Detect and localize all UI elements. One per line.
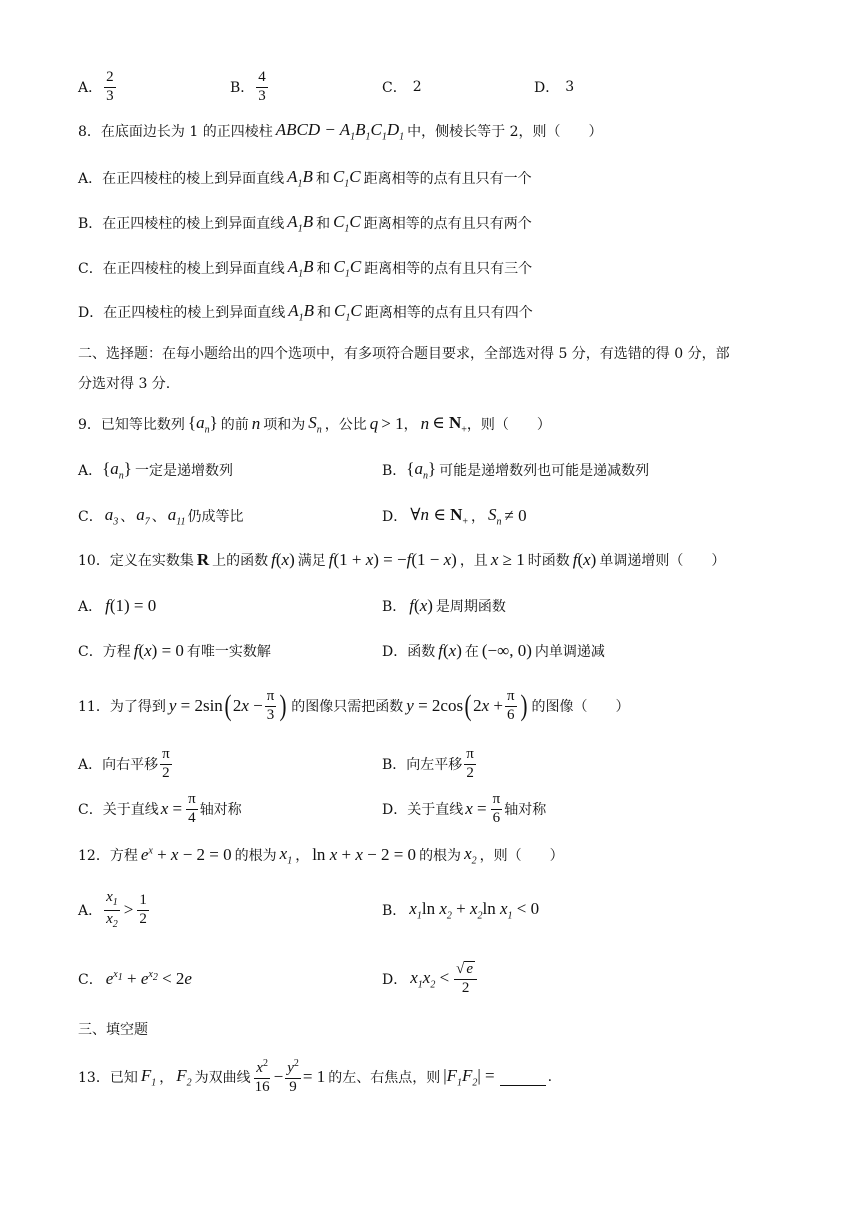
fraction-4-3: $\frac{4}{3}$ [258,68,266,104]
q12-option-b: B． $x_1\ln$ $x_2 + x_2\ln$ $x_1 < 0$ [382,898,540,922]
section-2-heading: 二、选择题：在每小题给出的四个选项中，有多项符合题目要求，全部选对得 5 分，有选错的得 0 分，部 分选对得 3 分. [78,346,730,392]
q12-option-a: A． $\frac{x_1}{x_2}$ > $\frac{1}{2}$ [78,889,147,930]
q7-options [0,68,860,104]
q10-option-b: B． f(x) 是周期函数 [382,596,506,615]
q9-option-d: D． ∀n ∈ $N_+$ ， $S_n$ ≠ 0 [382,504,527,528]
prism-name: ABCD − $A_1B_1C_1D_1$ [275,119,405,143]
q9-option-b: B． $\{a_n\}$ 可能是递增数列也可能是递减数列 [382,458,650,482]
q11-options-ab [0,745,860,781]
q10-stem: 10．定义在实数集 R 上的函数 f(x) 满足 f(1 + x) = −f(1 − x) ，且 x ≥ 1 时函数 f(x) 单调递增则（ ） [78,550,726,569]
q7-option-d: D． 3 [534,79,575,96]
q9-options-cd [0,501,860,531]
q10-options-ab [0,591,860,621]
q7-option-a: A． $\frac{2}{3}$ [78,68,114,104]
q9-stem: 9．已知等比数列 $\{a_n\}$ 的前 n 项和为 $S_n$ ，公比 q > 1 ， n ∈ $N_+$ ，则（ ） [78,412,551,436]
q9-options-ab [0,455,860,485]
q11-option-d: D．关于直线 x = $\frac{\pi}{6}$ 轴对称 [382,790,547,826]
q13-stem: 13．已知 $F_1$ ， $F_2$ 为双曲线 $\frac{x^2}{16}$ − $\frac{y^2}{9}$ = 1 的左、右焦点，则 $|F_1F_2|$ = . [78,1057,553,1095]
q11-stem: 11．为了得到 y = 2sin ( 2 x − $\frac{\pi}{3}$ ) 的图像只需把函数 y = 2cos ( 2 x + $\frac{\pi}{6}$ ) 的图像（ ） [78,687,630,723]
q9-option-c: C． $a_3$ 、 $a_7$ 、 $a_{11}$ 仍成等比 [78,504,244,528]
q12-option-c: C． $e^{x_1} + e^{x_2} < 2e$ [78,969,192,988]
q8-option-b: B．在正四棱柱的棱上到异面直线 $A_1B$ 和 $C_1C$ 距离相等的点有且只有两个 [78,211,532,235]
q10-option-d: D．函数 f(x) 在 (−∞, 0) 内单调递减 [382,641,605,660]
q11-options-cd [0,790,860,826]
q10-option-a: A． f(1) = 0 [78,596,157,615]
q11-option-c: C．关于直线 x = $\frac{\pi}{4}$ 轴对称 [78,790,242,826]
q9-option-a: A． $\{a_n\}$ 一定是递增数列 [78,458,233,482]
q12-options-cd [0,961,860,996]
q11-option-b: B．向左平移 $\frac{\pi}{2}$ [382,745,474,781]
q7-option-b: B． $\frac{4}{3}$ [230,68,266,104]
q10-option-c: C．方程 f(x) = 0 有唯一实数解 [78,641,271,660]
q11-option-a: A．向右平移 $\frac{\pi}{2}$ [78,745,170,781]
section-3-heading: 三、填空题 [78,1022,148,1038]
q12-stem: 12．方程 $e^x + x - 2 = 0$ 的根为 $x_1$ ， ln x + x − 2 = 0 的根为 $x_2$ ，则（ ） [78,843,564,867]
q8-option-d: D．在正四棱柱的棱上到异面直线 $A_1B$ 和 $C_1C$ 距离相等的点有且只有四个 [78,300,533,324]
q8-option-c: C．在正四棱柱的棱上到异面直线 $A_1B$ 和 $C_1C$ 距离相等的点有且只有三个 [78,256,533,280]
q12-options-ab [0,889,860,930]
q10-options-cd [0,636,860,666]
q8-option-a: A．在正四棱柱的棱上到异面直线 $A_1B$ 和 $C_1C$ 距离相等的点有且只有一个 [78,166,532,190]
q8-stem: 8．在底面边长为 1 的正四棱柱 ABCD − $A_1B_1C_1D_1$ 中，侧棱长等于 2，则（ ） [78,119,603,143]
answer-blank[interactable] [500,1069,546,1086]
fraction-2-3: $\frac{2}{3}$ [106,68,114,104]
q7-option-c: C． 2 [382,79,422,96]
q12-option-d: D． $x_1x_2$ < √ e 2 [382,964,479,994]
